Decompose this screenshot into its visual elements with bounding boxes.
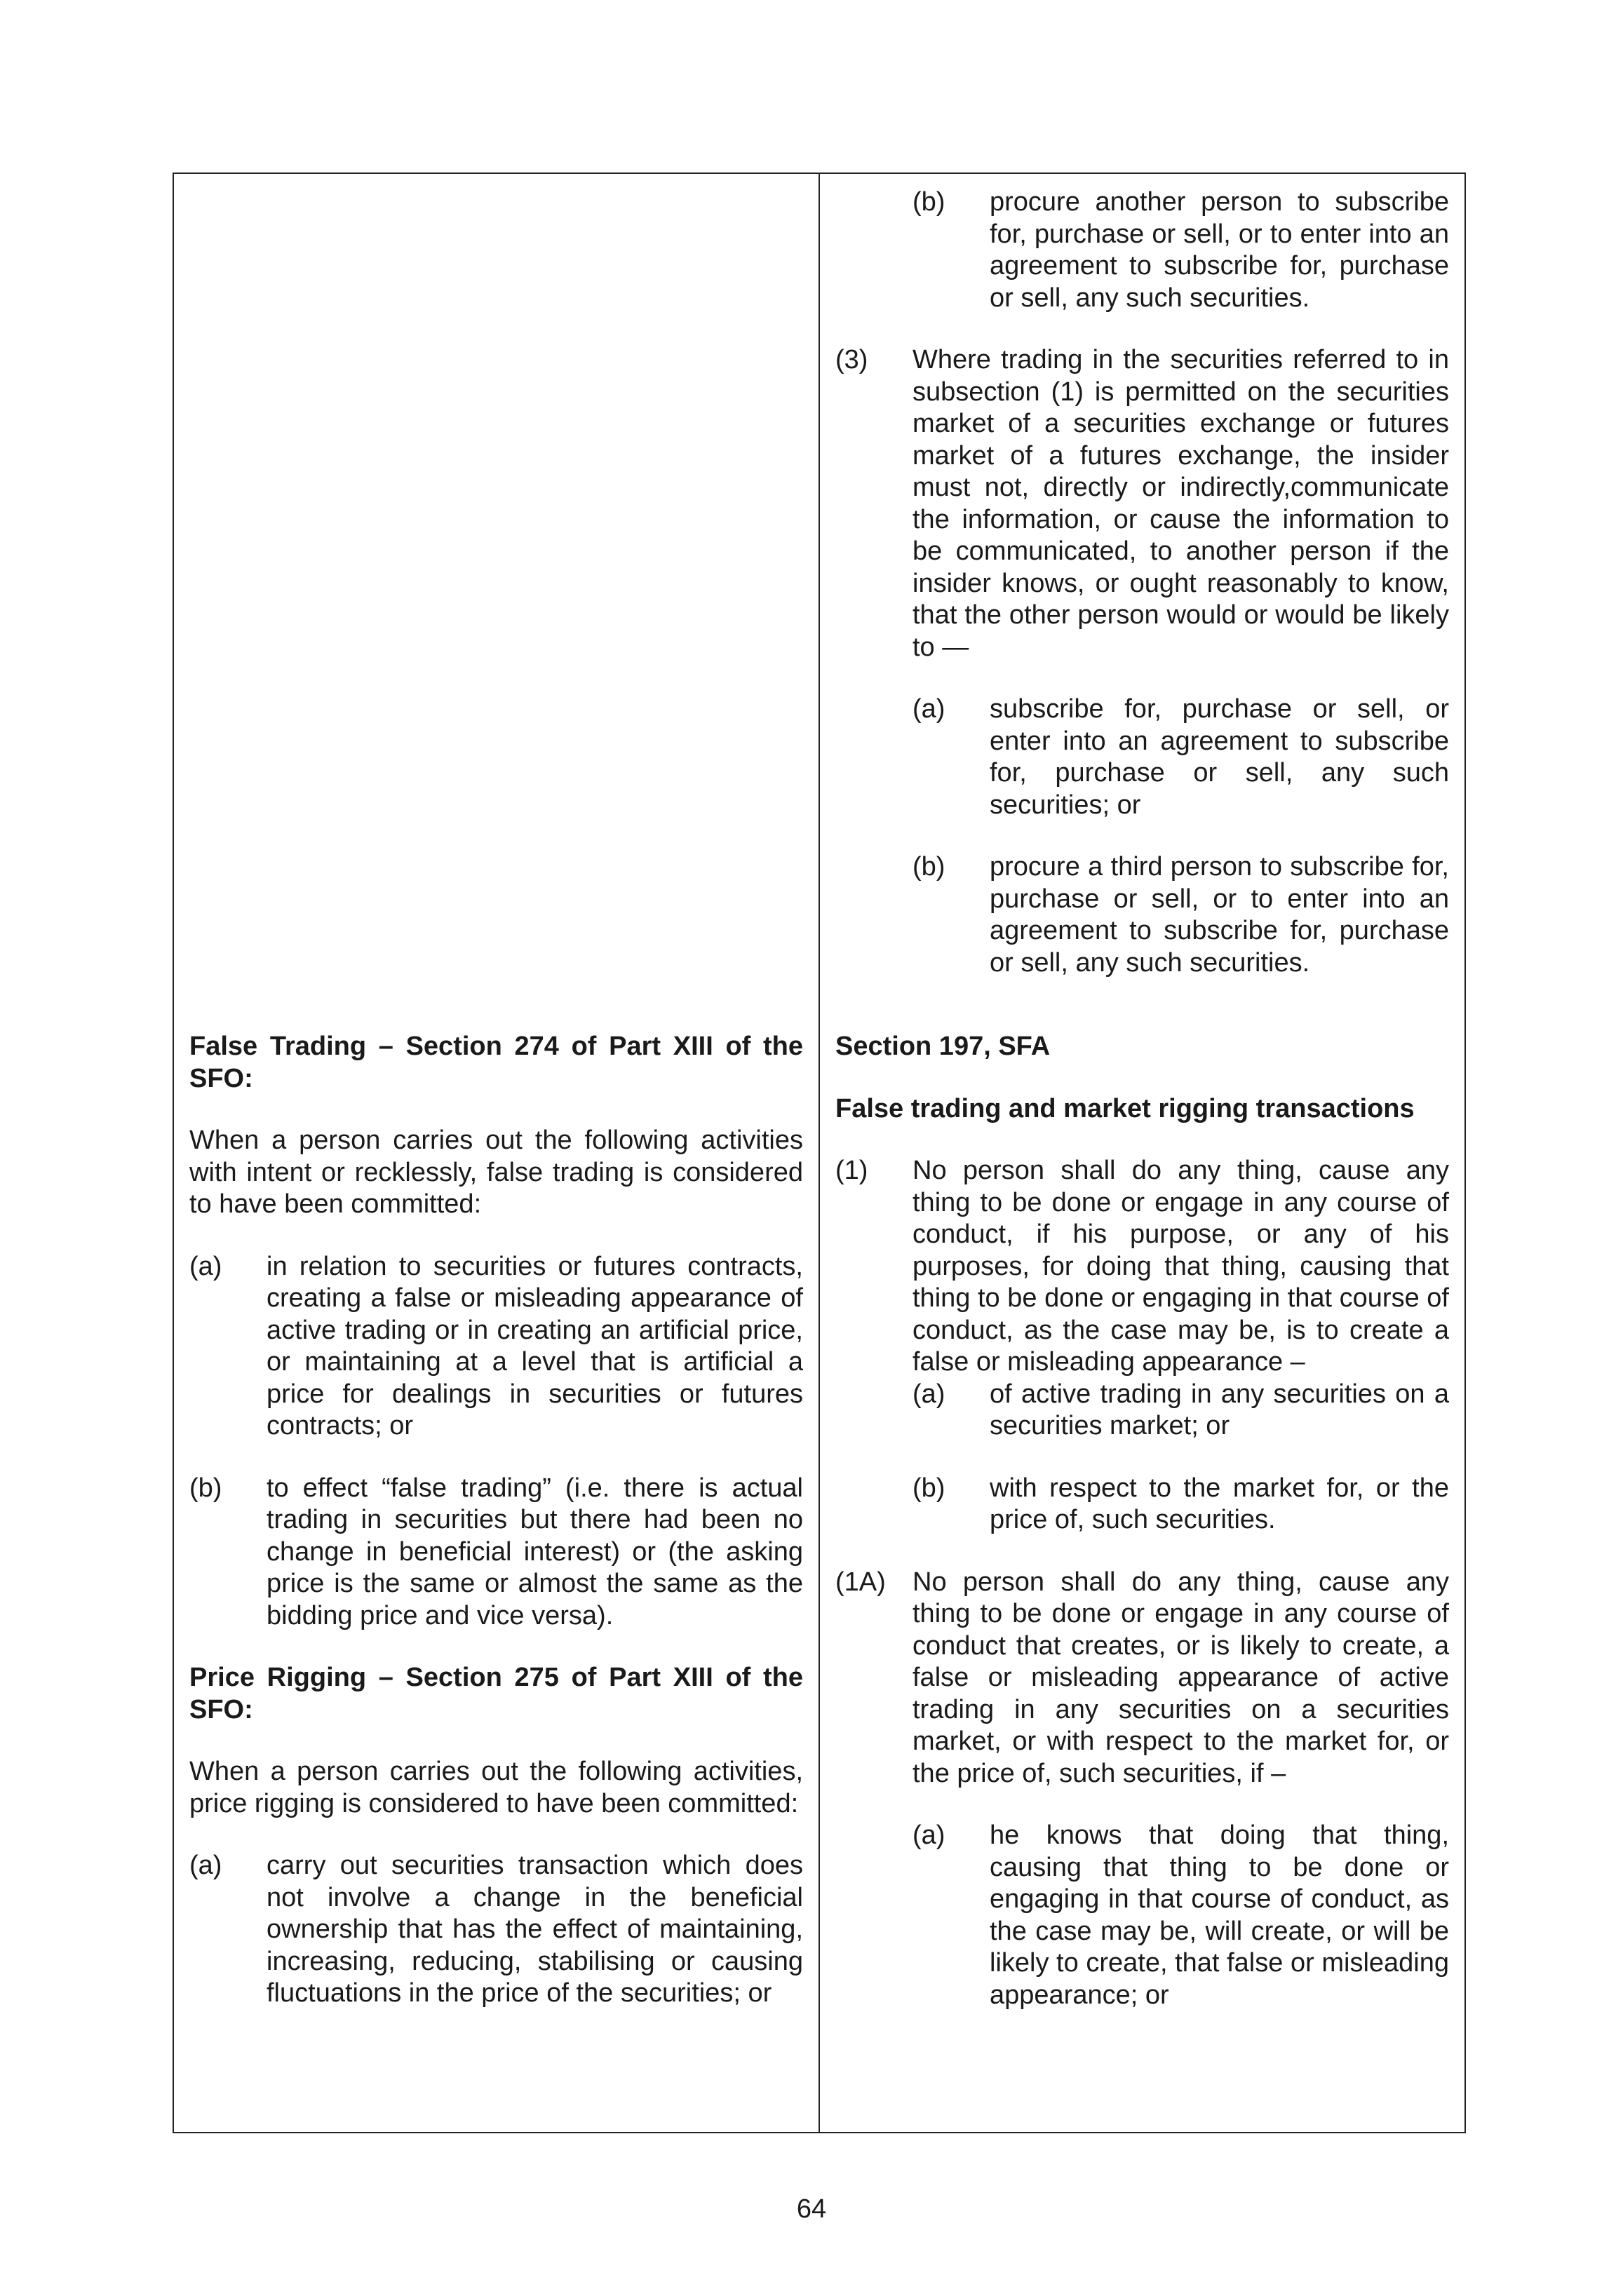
sub-item-number: (a) <box>912 1821 945 1850</box>
list-item <box>189 1473 803 1633</box>
list-item-number: (a) <box>189 1251 222 1281</box>
sub-item <box>912 187 1449 314</box>
list-item <box>189 1251 803 1443</box>
price-rigging-intro: When a person carries out the following activities, price rigging is considered to have been committed: <box>189 1757 803 1818</box>
list-item-number: (1) <box>835 1156 868 1185</box>
page-number: 64 <box>796 2194 827 2224</box>
list-item-text: No person shall do any thing, cause any thing to be done or engage in any course of conduct that creates, or is likely to create, a false or misleading appearance of active trading in any securities on a securities market, or with respect to the market for, or the price of, such securities, if – <box>912 1567 1449 1788</box>
sub-item-number: (b) <box>912 852 945 882</box>
left-column-content <box>189 1031 803 2040</box>
sub-item-text: of active trading in any securities on a securities market; or <box>990 1379 1449 1440</box>
sub-item <box>912 1820 1449 2011</box>
sub-item-number: (b) <box>912 187 945 217</box>
list-item-text: No person shall do any thing, cause any thing to be done or engage in any course of conduct, if his purpose, or any of his purposes, for doing that thing, causing that thing to be done or engaging in that course of conduct, as the case may be, is to create a false or misleading appearance – <box>912 1156 1449 1377</box>
right-column-top-content <box>835 187 1449 1009</box>
list-item-text: in relation to securities or futures contracts, creating a false or misleading appearance of active trading or in creating an artificial price, or maintaining at a level that is artificial a price for dealings in securities or futures contracts; or <box>267 1251 803 1440</box>
right-column <box>820 174 1464 2132</box>
sub-item-number: (a) <box>912 1379 945 1409</box>
list-item-number: (a) <box>189 1851 222 1880</box>
list-item <box>835 1567 1449 1790</box>
list-item-number: (3) <box>835 345 868 374</box>
sub-item-number: (a) <box>912 694 945 724</box>
sub-item <box>912 694 1449 821</box>
list-item-text: carry out securities transaction which does not involve a change in the beneficial ownership that has the effect of maintaining, increasing, reducing, stabilising or causing fluctuations in the price of the securities; or <box>267 1851 803 2008</box>
left-column <box>174 174 820 2132</box>
list-item <box>835 1155 1449 1379</box>
section-heading: Section 197, SFA <box>835 1032 1051 1061</box>
sub-item-text: he knows that doing that thing, causing that thing to be done or engaging in that course of conduct, as the case may be, will create, or will be likely to create, that false or misleading appearance; or <box>990 1821 1449 2010</box>
list-item <box>189 1850 803 2010</box>
price-rigging-heading: Price Rigging – Section 275 of Part XIII of the SFO: <box>189 1663 803 1724</box>
false-trading-heading: False Trading – Section 274 of Part XIII of the SFO: <box>189 1032 803 1093</box>
false-trading-intro: When a person carries out the following activities with intent or recklessly, false trading is considered to have been committed: <box>189 1126 803 1219</box>
list-item-number: (b) <box>189 1473 222 1503</box>
list-item-text: to effect “false trading” (i.e. there is actual trading in securities but there had been no change in beneficial interest) or (the asking price is the same or almost the same as the bidding price and vice versa). <box>267 1473 803 1630</box>
sub-item-number: (b) <box>912 1473 945 1503</box>
sub-item-text: procure another person to subscribe for, purchase or sell, or to enter into an agreement to subscribe for, purchase or sell, any such securities. <box>990 187 1449 313</box>
right-column-bottom-content <box>835 1031 1449 2041</box>
comparison-table <box>173 173 1466 2133</box>
sub-item <box>912 1473 1449 1537</box>
sub-item-text: subscribe for, purchase or sell, or enter into an agreement to subscribe for, purchase or sell, any such securities; or <box>990 694 1449 820</box>
sub-item-text: with respect to the market for, or the price of, such securities. <box>990 1473 1449 1534</box>
sub-item-text: procure a third person to subscribe for, purchase or sell, or to enter into an agreement to subscribe for, purchase or sell, any such securities. <box>990 852 1449 978</box>
list-item <box>835 344 1449 663</box>
section-subheading: False trading and market rigging transactions <box>835 1093 1415 1123</box>
list-item-text: Where trading in the securities referred to in subsection (1) is permitted on the securities market of a securities exchange or futures market of a futures exchange, the insider must not, directly or indirectly,communicate the information, or cause the information to be communicated, to another person if the insider knows, or ought reasonably to know, that the other person would or would be likely to — <box>912 345 1449 662</box>
sub-item <box>912 1379 1449 1443</box>
sub-item <box>912 851 1449 979</box>
list-item-number: (1A) <box>835 1567 886 1597</box>
